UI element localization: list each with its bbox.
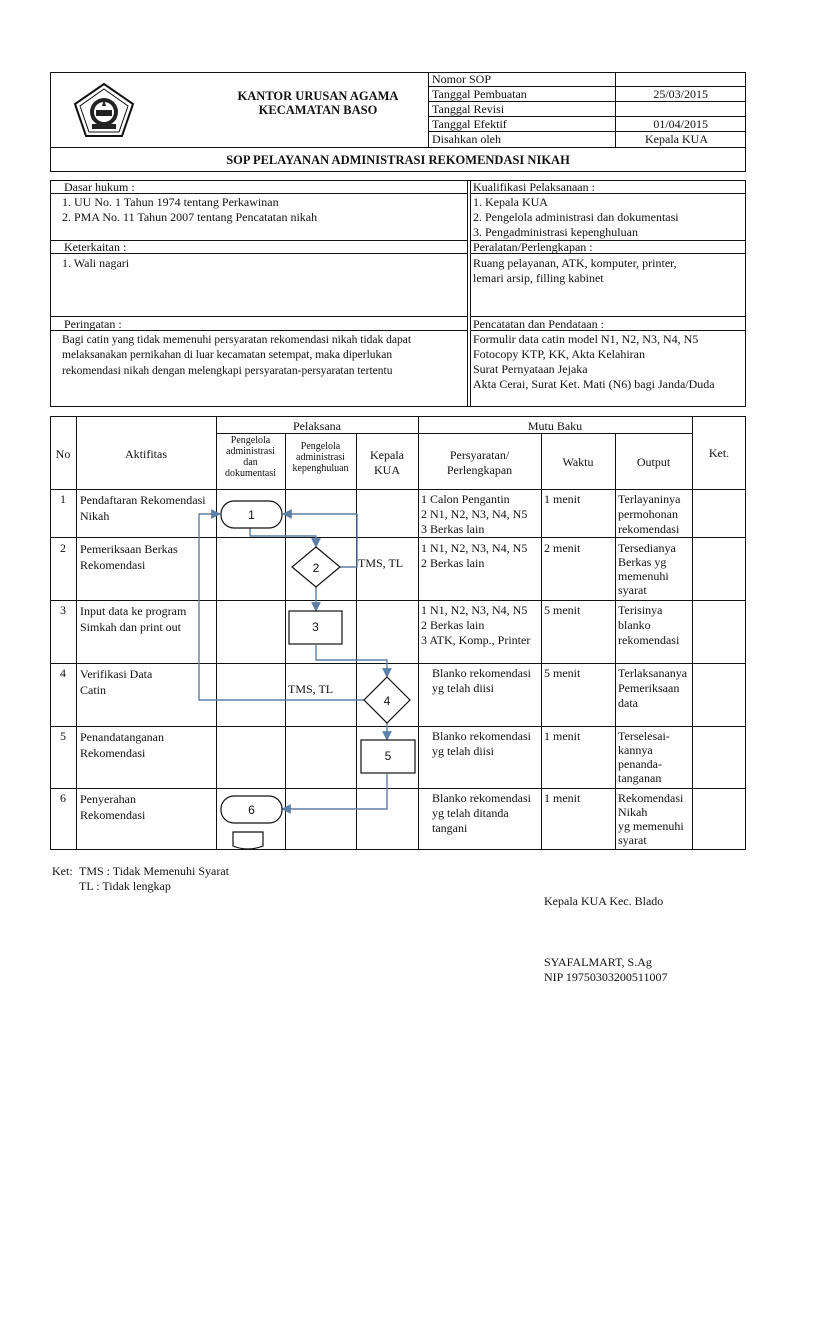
flow-node-label: 3 xyxy=(312,620,319,634)
keterkaitan-item: 1. Wali nagari xyxy=(62,256,130,270)
row-output: Terisinya blanko rekomendasi xyxy=(618,603,680,647)
flow-connector xyxy=(250,528,316,547)
signer-name: SYAFALMART, S.Ag xyxy=(544,955,652,969)
meta-row-nomor: Nomor SOP xyxy=(429,72,745,87)
office-district: KECAMATAN BASO xyxy=(258,103,378,117)
meta-row-disahkan: Disahkan oleh Kepala KUA xyxy=(432,132,708,146)
group-header-mutu-baku: Mutu Baku xyxy=(527,419,583,433)
flow-connector xyxy=(282,774,387,809)
row-waktu: 5 menit xyxy=(544,603,581,617)
row-persyaratan: Blanko rekomendasi yg telah ditanda tangani xyxy=(432,791,531,835)
row-output: Tersedianya Berkas yg memenuhi syarat xyxy=(618,541,676,597)
row-aktifitas: Pemeriksaan Berkas Rekomendasi xyxy=(80,542,178,572)
row-aktifitas: Pendaftaran Rekomendasi Nikah xyxy=(80,493,206,523)
row-no: 4 xyxy=(60,666,66,680)
flow-branch-label: TMS, TL xyxy=(288,682,334,696)
row-no: 5 xyxy=(60,729,66,743)
dasar-hukum-item: 1. UU No. 1 Tahun 1974 tentang Perkawinan xyxy=(62,195,279,209)
row-waktu: 1 menit xyxy=(544,791,581,805)
row-output: Terlaksananya Pemeriksaan data xyxy=(618,666,688,710)
col-header-pengelola-adm: Pengelola administrasi dan dokumentasi xyxy=(224,435,277,479)
dasar-hukum-title: Dasar hukum : xyxy=(64,180,135,194)
row-waktu: 1 menit xyxy=(544,492,581,506)
col-header-output: Output xyxy=(636,455,671,469)
row-waktu: 5 menit xyxy=(544,666,581,680)
row-persyaratan: 1 N1, N2, N3, N4, N5 2 Berkas lain xyxy=(421,541,528,570)
pencatatan-item: Fotocopy KTP, KK, Akta Kelahiran xyxy=(473,347,645,361)
kualifikasi-item: 3. Pengadministrasi kepenghuluan xyxy=(473,225,638,239)
row-output: Terselesai- kannya penanda- tanganan xyxy=(618,729,670,785)
flow-node-document xyxy=(233,832,263,849)
peringatan-title: Peringatan : xyxy=(64,317,122,331)
col-header-pengelola-kep: Pengelola administrasi kepenghuluan xyxy=(292,441,349,474)
peralatan-item: lemari arsip, filling kabinet xyxy=(473,271,604,285)
flow-node-label: 4 xyxy=(383,694,391,708)
col-header-waktu: Waktu xyxy=(562,455,594,469)
row-output: Terlayaninya permohonan rekomendasi xyxy=(618,492,681,536)
row-no: 2 xyxy=(60,541,66,555)
peralatan-title: Peralatan/Perlengkapan : xyxy=(473,240,593,254)
row-aktifitas: Verifikasi Data Catin xyxy=(80,667,153,697)
kualifikasi-title: Kualifikasi Pelaksanaan : xyxy=(473,180,595,194)
sop-title: SOP PELAYANAN ADMINISTRASI REKOMENDASI NIKAH xyxy=(226,153,570,167)
pencatatan-item: Surat Pernyataan Jejaka xyxy=(473,362,588,376)
col-header-kepala-kua: Kepala KUA xyxy=(370,448,404,477)
kualifikasi-item: 1. Kepala KUA xyxy=(473,195,548,209)
peralatan-item: Ruang pelayanan, ATK, komputer, printer, xyxy=(473,256,677,270)
row-persyaratan: Blanko rekomendasi yg telah diisi xyxy=(432,729,531,758)
flow-branch-label: TMS, TL xyxy=(358,556,404,570)
signer-nip: NIP 19750303200511007 xyxy=(544,970,668,984)
row-waktu: 2 menit xyxy=(544,541,581,555)
row-persyaratan: 1 Calon Pengantin 2 N1, N2, N3, N4, N5 3 Berkas lain xyxy=(421,492,528,536)
ket-line: TMS : Tidak Memenuhi Syarat xyxy=(79,864,230,878)
kualifikasi-item: 2. Pengelola administrasi dan dokumentasi xyxy=(473,210,679,224)
col-header-no: No xyxy=(55,447,71,461)
group-header-pelaksana: Pelaksana xyxy=(293,419,341,433)
row-waktu: 1 menit xyxy=(544,729,581,743)
flow-node-label: 1 xyxy=(248,508,255,522)
signer-title: Kepala KUA Kec. Blado xyxy=(544,894,664,908)
dasar-hukum-item: 2. PMA No. 11 Tahun 2007 tentang Pencatatan nikah xyxy=(62,210,318,224)
row-no: 3 xyxy=(60,603,66,617)
pencatatan-item: Formulir data catin model N1, N2, N3, N4, N5 xyxy=(473,332,699,346)
flow-node-label: 2 xyxy=(312,561,320,575)
meta-row-tanggal-revisi: Tanggal Revisi xyxy=(429,102,745,117)
peringatan-line: rekomendasi nikah dengan melengkapi persyaratan-persyaratan tertentu xyxy=(62,365,393,377)
office-name: KANTOR URUSAN AGAMA xyxy=(237,89,399,103)
meta-row-tanggal-efektif: Tanggal Efektif 01/04/2015 xyxy=(429,117,745,132)
col-header-persyaratan: Persyaratan/ Perlengkapan xyxy=(446,448,513,477)
meta-row-tanggal-pembuatan: Tanggal Pembuatan 25/03/2015 xyxy=(429,87,745,102)
row-persyaratan: 1 N1, N2, N3, N4, N5 2 Berkas lain 3 ATK, Komp., Printer xyxy=(421,603,531,647)
flow-node-label: 6 xyxy=(248,803,255,817)
flow-connector xyxy=(316,645,387,677)
ket-line: TL : Tidak lengkap xyxy=(79,879,171,893)
row-output: Rekomendasi Nikah yg memenuhi syarat xyxy=(618,791,684,847)
keterkaitan-title: Keterkaitan : xyxy=(64,240,127,254)
row-no: 1 xyxy=(60,492,66,506)
pencatatan-title: Pencatatan dan Pendataan : xyxy=(473,317,604,331)
row-aktifitas: Penyerahan Rekomendasi xyxy=(80,792,146,822)
flow-node-label: 5 xyxy=(384,749,392,763)
peringatan-line: Bagi catin yang tidak memenuhi persyaratan rekomendasi nikah tidak dapat xyxy=(62,334,412,346)
col-header-aktifitas: Aktifitas xyxy=(125,447,167,461)
ket-label: Ket: xyxy=(52,864,73,878)
peringatan-line: melaksanakan pernikahan di luar kecamatan setempat, maka diperlukan xyxy=(62,349,393,361)
pencatatan-item: Akta Cerai, Surat Ket. Mati (N6) bagi Janda/Duda xyxy=(473,377,715,391)
flow-connector xyxy=(199,514,364,700)
col-header-ket: Ket. xyxy=(708,446,730,460)
row-persyaratan: Blanko rekomendasi yg telah diisi xyxy=(432,666,531,695)
row-aktifitas: Input data ke program Simkah dan print out xyxy=(80,604,187,634)
row-aktifitas: Penandatanganan Rekomendasi xyxy=(80,730,164,760)
row-no: 6 xyxy=(60,791,66,805)
